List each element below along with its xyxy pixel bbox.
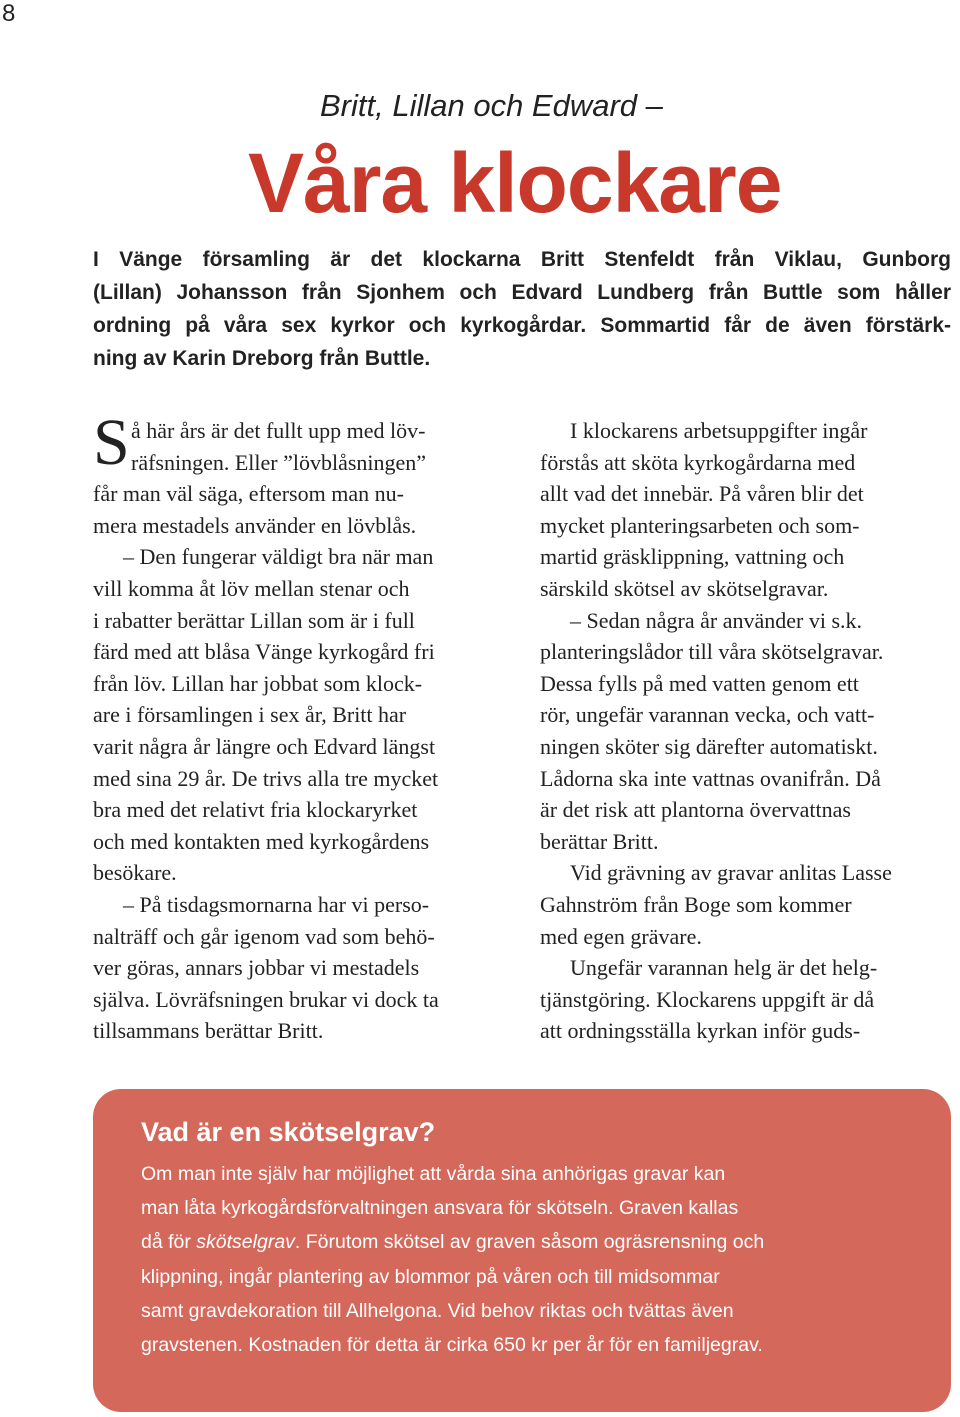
factbox-text: . Förutom skötsel av graven såsom ogräsrensning och [294,1231,765,1254]
body-line: är det risk att plantorna övervattnas [540,797,851,823]
body-line: mycket planteringsarbeten och som- [540,512,860,538]
factbox-heading: Vad är en skötselgrav? [141,1117,436,1147]
body-line: – Den fungerar väldigt bra när man [123,544,434,570]
body-line: å här års är det fullt upp med löv- [131,418,426,443]
body-line: mera mestadels använder en lövblås. [93,512,417,538]
page-number: 8 [2,0,16,27]
body-line: planteringslådor till våra skötselgravar. [540,639,884,665]
body-line: särskild skötsel av skötselgravar. [540,575,829,601]
body-line: martid gräsklippning, vattning och [540,544,845,570]
factbox-term: skötselgrav [196,1231,295,1254]
body-line: och med kontakten med kyrkogårdens [93,828,430,854]
body-line: varit några år längre och Edvard längst [93,733,436,759]
body-line: – På tisdagsmornarna har vi perso- [123,891,430,917]
body-line: Vid grävning av gravar anlitas Lasse [570,860,892,886]
body-line: Dessa fylls på med vatten genom ett [540,670,859,696]
ingress-line: ning av Karin Dreborg från Buttle. [93,347,431,370]
drop-cap: S [93,406,130,479]
article-title: Våra klockare [248,136,782,230]
body-line: nalträff och går igenom vad som behö- [93,923,435,949]
body-line: Lådorna ska inte vattnas ovanifrån. Då [540,765,881,791]
body-line: Gahnström från Boge som kommer [540,891,852,917]
factbox-line: klippning, ingår plantering av blommor på våren och till midsommar [141,1265,720,1288]
body-line: ver göras, annars jobbar vi mestadels [93,955,420,981]
ingress-line: ordning på våra sex kyrkor och kyrkogårdar. Sommartid får de även förstärk- [93,314,951,337]
article-ingress [93,243,951,375]
body-line: räfsningen. Eller ”lövblåsningen” [131,449,427,475]
factbox-body [141,1157,931,1362]
ingress-line: (Lillan) Johansson från Sjonhem och Edvard Lundberg från Buttle som håller [93,281,951,304]
body-line: are i församlingen i sex år, Britt har [93,702,407,728]
factbox-line: man låta kyrkogårdsförvaltningen ansvara för skötseln. Graven kallas [141,1197,739,1220]
body-line: – Sedan några år använder vi s.k. [570,607,863,633]
body-line: bra med det relativt fria klockaryrket [93,797,418,823]
factbox-text: då för [141,1231,197,1254]
body-line: får man väl säga, eftersom man nu- [93,481,404,507]
body-line: I klockarens arbetsuppgifter ingår [570,418,868,443]
body-column-left [93,415,505,1047]
body-line: vill komma åt löv mellan stenar och [93,575,410,601]
body-line: med egen grävare. [540,923,702,949]
body-line: besökare. [93,860,177,886]
body-line: rör, ungefär varannan vecka, och vatt- [540,702,875,728]
body-line: färd med att blåsa Vänge kyrkogård fri [93,639,435,665]
body-line: förstås att sköta kyrkogårdarna med [540,449,856,475]
body-line: att ordningsställa kyrkan inför guds- [540,1018,861,1044]
body-line: berättar Britt. [540,828,659,854]
body-line: med sina 29 år. De trivs alla tre mycket [93,765,439,791]
factbox-line: Om man inte själv har möjlighet att vårda sina anhörigas gravar kan [141,1163,726,1185]
body-line: från löv. Lillan har jobbat som klock- [93,670,423,696]
factbox [93,1089,951,1412]
article-kicker: Britt, Lillan och Edward – [320,88,663,123]
body-line: tjänstgöring. Klockarens uppgift är då [540,986,875,1012]
body-line: Ungefär varannan helg är det helg- [570,955,878,981]
factbox-line: gravstenen. Kostnaden för detta är cirka 650 kr per år för en familjegrav. [141,1334,763,1357]
body-column-right [540,415,952,1047]
ingress-line: I Vänge församling är det klockarna Britt Stenfeldt från Viklau, Gunborg [93,248,951,271]
body-line: allt vad det innebär. På våren blir det [540,481,864,507]
factbox-line [141,1225,931,1259]
factbox-line: samt gravdekoration till Allhelgona. Vid behov riktas och tvättas även [141,1299,734,1322]
body-line: själva. Lövräfsningen brukar vi dock ta [93,986,439,1012]
body-line: tillsammans berättar Britt. [93,1018,324,1044]
body-line: i rabatter berättar Lillan som är i full [93,607,415,633]
body-line: ningen sköter sig därefter automatiskt. [540,733,878,759]
